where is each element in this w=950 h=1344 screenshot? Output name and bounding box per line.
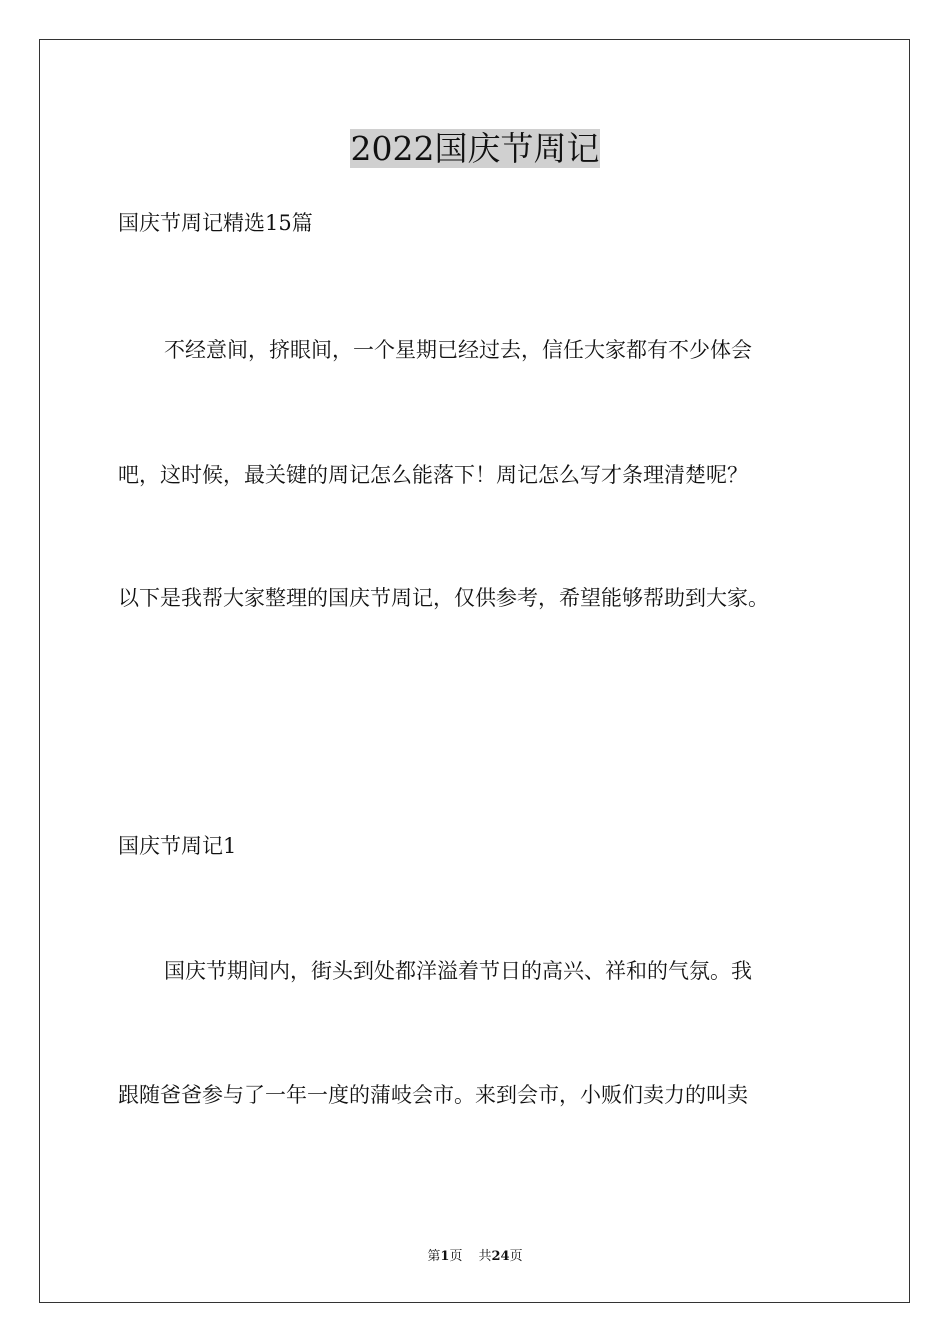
document-title (0, 126, 950, 172)
footer-page-suffix: 页 (449, 1249, 463, 1264)
intro-line-3: 以下是我帮大家整理的国庆节周记，仅供参考，希望能够帮助到大家。 (118, 586, 769, 610)
page-footer (0, 1248, 950, 1266)
footer-total-suffix: 页 (509, 1249, 523, 1264)
section-line-2: 跟随爸爸参与了一年一度的蒲岐会市。来到会市，小贩们卖力的叫卖 (118, 1083, 748, 1107)
section-line-1: 国庆节期间内，街头到处都洋溢着节日的高兴、祥和的气氛。我 (164, 959, 752, 983)
document-title-text: 2022国庆节周记 (350, 129, 600, 168)
document-subtitle: 国庆节周记精选15篇 (118, 211, 313, 235)
section-heading: 国庆节周记1 (118, 834, 237, 858)
footer-page-prefix: 第 (427, 1249, 441, 1264)
intro-line-2: 吧，这时候，最关键的周记怎么能落下！周记怎么写才条理清楚呢？ (118, 463, 748, 487)
footer-page-total: 24 (491, 1249, 510, 1264)
footer-total-prefix: 共 (478, 1249, 492, 1264)
footer-page-current: 1 (440, 1249, 450, 1264)
intro-line-1: 不经意间，挤眼间，一个星期已经过去，信任大家都有不少体会 (164, 338, 752, 362)
